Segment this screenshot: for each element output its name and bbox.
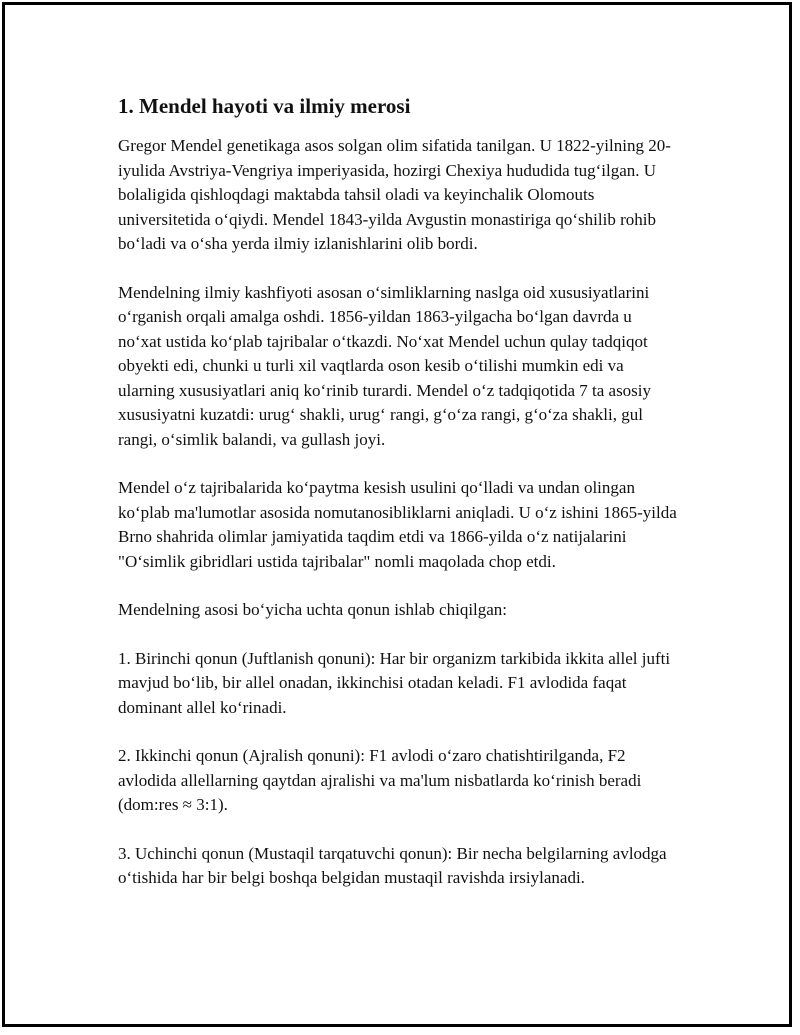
paragraph-law-1: 1. Birinchi qonun (Juftlanish qonuni): Har bir organizm tarkibida ikkita allel jufti mavjud bo‘lib, bir allel onadan, ikkinchisi otadan keladi. F1 avlodida faqat dominant allel ko‘rinadi. (118, 648, 671, 717)
paragraph-law-2: 2. Ikkinchi qonun (Ajralish qonuni): F1 avlodi o‘zaro chatishtirilganda, F2 avlodida allellarning qaytdan ajralishi va ma'lum nisbatlarda ko‘rinish beradi (dom:res ≈ 3:1). (118, 746, 642, 814)
paragraph-laws-intro: Mendelning asosi bo‘yicha uchta qonun ishlab chiqilgan: (118, 600, 508, 619)
paragraph-research: Mendelning ilmiy kashfiyoti asosan o‘simliklarning naslga oid xususiyatlarini o‘rganish orqali amalga oshdi. 1856-yildan 1863-yilgacha bo‘lgan davrda u no‘xat ustida ko‘plab tajribalar o‘tkazdi. No‘xat Mendel uchun qulay tadqiqot obyekti edi, chunki u turli xil vaqtlarda oson kesib o‘tilishi mumkin edi va ularning xususiyatlari aniq ko‘rinib turardi. Mendel o‘z tadqiqotida 7 ta asosiy xususiyatni kuzatdi: urug‘ shakli, urug‘ rangi, g‘o‘za rangi, g‘o‘za shakli, gul rangi, o‘simlik balandi, va gullash joyi. (118, 282, 652, 449)
paragraph-experiments: Mendel o‘z tajribalarida ko‘paytma kesish usulini qo‘lladi va undan olingan ko‘plab ma'lumotlar asosida nomutanosibliklarni aniqladi. U o‘z ishini 1865-yilda Brno shahrida olimlar jamiyatida taqdim etdi va 1866-yilda o‘z natijalarini "O‘simlik gibridlari ustida tajribalar" nomli maqolada chop etdi. (118, 478, 677, 571)
paragraph-biography: Gregor Mendel genetikaga asos solgan olim sifatida tanilgan. U 1822-yilning 20-iyulida Avstriya-Vengriya imperiyasida, hozirgi Chexiya hududida tug‘ilgan. U bolaligida qishloqdagi maktabda tahsil oladi va keyinchalik Olomouts universitetida o‘qiydi. Mendel 1843-yilda Avgustin monastiriga qo‘shilib rohib bo‘ladi va o‘sha yerda ilmiy izlanishlarini olib bordi. (118, 136, 671, 253)
document-body (118, 92, 678, 915)
paragraph-law-3: 3. Uchinchi qonun (Mustaqil tarqatuvchi qonun): Bir necha belgilarning avlodga o‘tishida har bir belgi boshqa belgidan mustaqil ravishda irsiylanadi. (118, 843, 667, 887)
section-title: 1. Mendel hayoti va ilmiy merosi (118, 94, 411, 118)
